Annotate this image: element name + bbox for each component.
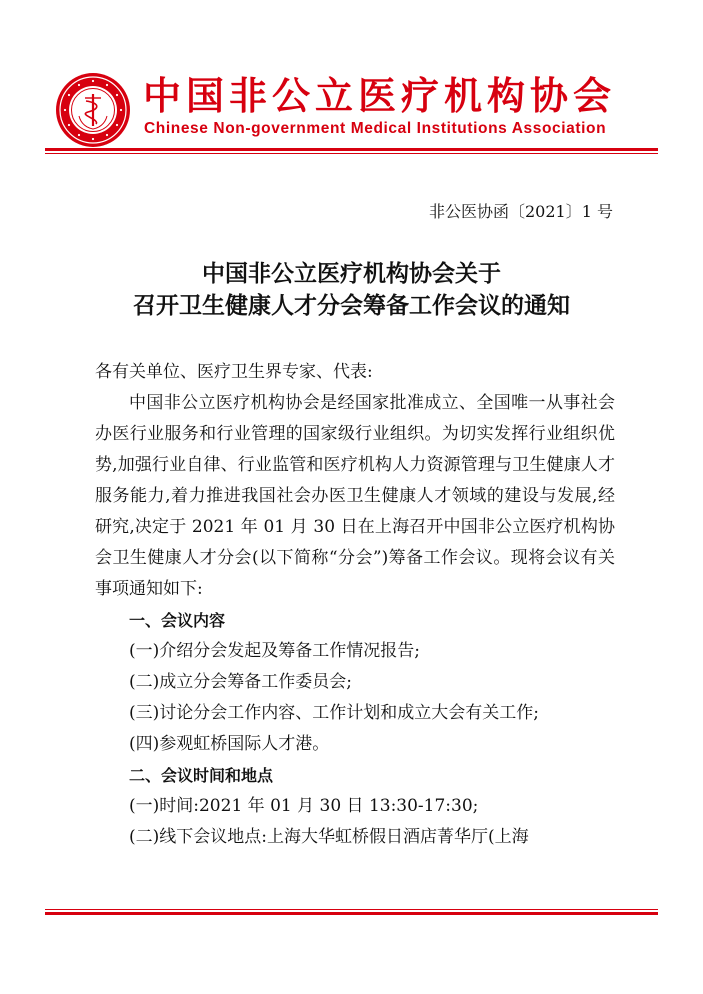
list-item: (一)时间:2021 年 01 月 30 日 13:30-17:30; [129, 796, 479, 816]
list-item: (一)介绍分会发起及筹备工作情况报告; [129, 641, 420, 661]
list-item: (二)成立分会筹备工作委员会; [129, 672, 352, 692]
section-heading: 二、会议时间和地点 [129, 766, 274, 785]
salutation: 各有关单位、医疗卫生界专家、代表: [95, 362, 373, 382]
list-item: (三)讨论分会工作内容、工作计划和成立大会有关工作; [129, 703, 539, 723]
organization-name-en: Chinese Non-government Medical Institutions Association [144, 120, 607, 137]
document-title-line2: 召开卫生健康人才分会筹备工作会议的通知 [133, 292, 570, 319]
association-seal-icon [55, 72, 131, 148]
footer-divider [45, 909, 658, 915]
intro-paragraph: 中国非公立医疗机构协会是经国家批准成立、全国唯一从事社会办医行业服务和行业管理的国家级行业组织。为切实发挥行业组织优势,加强行业自律、行业监管和医疗机构人力资源管理与卫生健康人才服务能力,着力推进我国社会办医卫生健康人才领域的建设与发展,经研究,决定于 2021 年 01 月 30 日在上海召开中国非公立医疗机构协会卫生健康人才分会(以下简称“分会”)筹备工作会议。现将会议有关事项通知如下: [95, 393, 615, 599]
list-item: (二)线下会议地点:上海大华虹桥假日酒店菁华厅(上海 [129, 827, 529, 847]
section-heading: 一、会议内容 [129, 611, 226, 630]
letterhead [0, 0, 703, 160]
organization-name-cn: 中国非公立医疗机构协会 [143, 74, 617, 118]
document-body [95, 357, 615, 853]
header-divider [45, 148, 658, 154]
document-title-line1: 中国非公立医疗机构协会关于 [202, 260, 501, 287]
document-number: 非公医协函〔2021〕1 号 [429, 202, 613, 221]
list-item: (四)参观虹桥国际人才港。 [129, 734, 330, 754]
